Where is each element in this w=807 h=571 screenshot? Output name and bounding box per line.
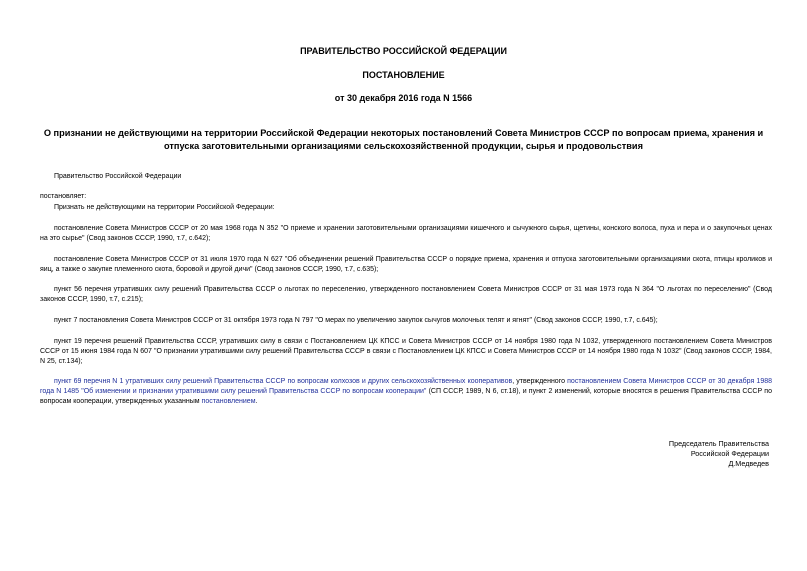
title-line-1: О признании не действующими на территории Российской Федерации некоторых постановлений Совета Министров СССР по вопросам приема, хранения и bbox=[43, 128, 764, 138]
document-date-number: от 30 декабря 2016 года N 1566 bbox=[334, 93, 473, 103]
government-heading: ПРАВИТЕЛЬСТВО РОССИЙСКОЙ ФЕДЕРАЦИИ bbox=[300, 46, 507, 56]
signature-title: Председатель Правительства bbox=[668, 439, 769, 448]
plain-text: (СП СССР, 1989, N 6, ст.18), и пункт 2 изменений, которые вносятся в решения Правительства СССР по вопросам кооперации, утвержденных указанным bbox=[40, 388, 772, 405]
link-postanovlenie-1485[interactable]: постановлением Совета Министров СССР от 30 декабря 1988 года N 1485 "Об изменении и признании утратившими силу решений Правительства СССР по вопросам кооперации" bbox=[40, 378, 772, 395]
document-title bbox=[20, 127, 787, 153]
signature-block bbox=[549, 439, 769, 469]
plain-text: , утвержденного bbox=[512, 378, 568, 385]
link-perechen[interactable]: пункт 69 перечня N 1 утративших силу решений Правительства СССР по вопросам колхозов и других сельскохозяйственных кооперативов bbox=[54, 378, 513, 385]
plain-text: . bbox=[255, 398, 258, 405]
list-item: пункт 19 перечня решений Правительства СССР, утративших силу в связи с Постановлением ЦК КПСС и Совета Министров СССР от 14 ноября 1980 года N 1032, утвержденного постановлением Совета Министров СССР от 15 июня 1984 года N 607 "О признании утратившими силу решений Правительства СССР в связи с Постановлением ЦК КПСС и Совета Министров СССР от 14 ноября 1980 года N 1032" (Свод законов СССР, 1984, N 25, ст.134); bbox=[40, 338, 772, 365]
list-item-last bbox=[40, 377, 772, 407]
signature-name: Д.Медведев bbox=[728, 459, 769, 468]
list-item: постановление Совета Министров СССР от 20 мая 1968 года N 352 "О приеме и хранении заготовительными организациями кишечного и сычужного сырья, щетины, конского волоса, пуха и пера и о закупочных ценах на это сырье" (Свод законов СССР, 1990, т.7, с.642); bbox=[40, 225, 772, 242]
list-item: пункт 56 перечня утративших силу решений Правительства СССР о льготах по переселению, утвержденного постановлением Совета Министров СССР от 31 мая 1973 года N 364 "О льготах по переселению" (Свод законов СССР, 1990, т.7, с.215); bbox=[40, 286, 772, 303]
signature-org: Российской Федерации bbox=[690, 449, 769, 458]
list-item: постановление Совета Министров СССР от 31 июля 1970 года N 627 "Об объединении решений Правительства СССР о порядке приема, хранения и отпуска заготовительными организациями скота, птицы кроликов и яиц, а также о закупке племенного скота, боровой и другой дичи" (Свод законов СССР, 1990, т.7, с.635); bbox=[40, 256, 772, 273]
document-type: ПОСТАНОВЛЕНИЕ bbox=[362, 70, 445, 80]
intro-text: Признать не действующими на территории Российской Федерации: bbox=[54, 204, 275, 211]
title-line-2: отпуска заготовительными организациями сельскохозяйственной продукции, сырья и продовольствия bbox=[164, 141, 643, 151]
decides-text: постановляет: bbox=[40, 193, 87, 200]
issuer-text: Правительство Российской Федерации bbox=[54, 173, 182, 180]
list-item: пункт 7 постановления Совета Министров СССР от 31 октября 1973 года N 797 "О мерах по увеличению закупок сычугов молочных телят и ягнят" (Свод законов СССР, 1990, т.7, с.645); bbox=[54, 317, 658, 324]
link-postanovlenie[interactable]: постановлением bbox=[201, 398, 256, 405]
